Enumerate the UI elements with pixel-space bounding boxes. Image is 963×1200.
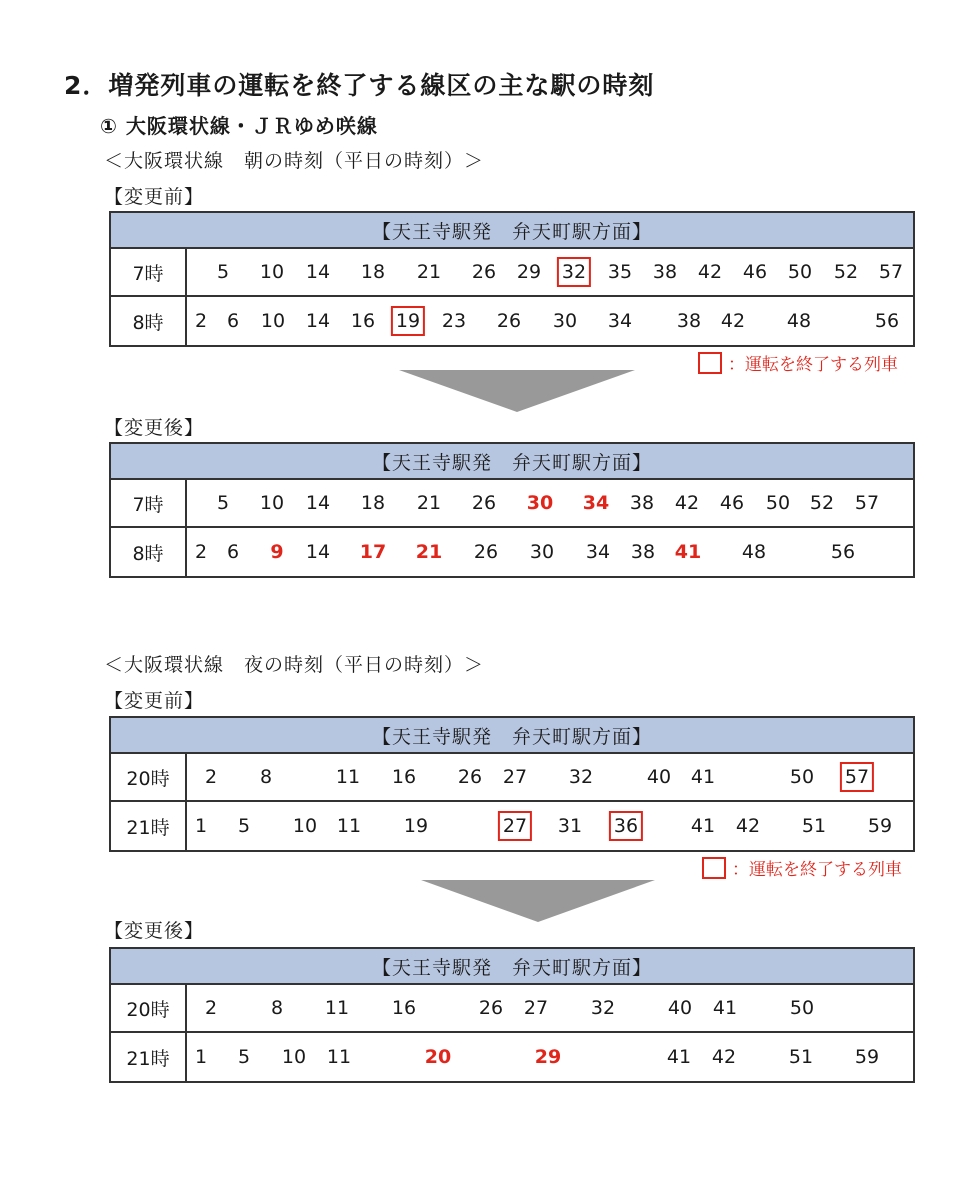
table-row — [111, 1033, 913, 1081]
hour-cell: 8時 — [111, 528, 187, 576]
legend-night — [702, 855, 902, 880]
minute: 10 — [281, 1046, 307, 1068]
minute: 18 — [360, 492, 386, 514]
minute: 5 — [216, 261, 230, 283]
minute: 40 — [646, 766, 672, 788]
minute: 11 — [324, 997, 350, 1019]
minute: 38 — [676, 310, 702, 332]
minute: 46 — [742, 261, 768, 283]
timetable-night-before — [109, 716, 915, 852]
before-label-morning: 【変更前】 — [104, 186, 205, 208]
minute-changed: 30 — [526, 492, 554, 514]
minute: 14 — [305, 261, 331, 283]
hour-cell: 21時 — [111, 802, 187, 850]
minute: 6 — [226, 310, 240, 332]
minute: 2 — [204, 997, 218, 1019]
minute: 50 — [789, 766, 815, 788]
minute: 52 — [809, 492, 835, 514]
minute: 16 — [391, 997, 417, 1019]
before-label-night: 【変更前】 — [104, 690, 205, 712]
hour-cell: 20時 — [111, 985, 187, 1031]
legend-text: ：運転を終了する列車 — [728, 355, 898, 375]
minute: 11 — [335, 766, 361, 788]
minute: 41 — [712, 997, 738, 1019]
minute: 2 — [194, 541, 208, 563]
minute: 50 — [787, 261, 813, 283]
hour-cell: 7時 — [111, 249, 187, 295]
timetable-morning-before — [109, 211, 915, 347]
minute: 5 — [237, 815, 251, 837]
minute-ending-train: 32 — [557, 257, 591, 287]
table-header: 【天王寺駅発 弁天町駅方面】 — [111, 718, 913, 754]
minute: 16 — [391, 766, 417, 788]
table-row — [111, 480, 913, 528]
table-header: 【天王寺駅発 弁天町駅方面】 — [111, 444, 913, 480]
minute: 21 — [416, 492, 442, 514]
minute: 1 — [194, 815, 208, 837]
minute: 41 — [666, 1046, 692, 1068]
legend-text: ：運転を終了する列車 — [732, 860, 902, 880]
minute: 21 — [416, 261, 442, 283]
minute: 10 — [260, 310, 286, 332]
minute: 34 — [607, 310, 633, 332]
minute: 10 — [292, 815, 318, 837]
minute-ending-train: 36 — [609, 811, 643, 841]
minute: 42 — [697, 261, 723, 283]
minute: 51 — [788, 1046, 814, 1068]
minute: 26 — [471, 492, 497, 514]
minute: 32 — [590, 997, 616, 1019]
minute: 48 — [741, 541, 767, 563]
minute-changed: 41 — [674, 541, 702, 563]
minute: 5 — [237, 1046, 251, 1068]
minute-ending-train: 27 — [498, 811, 532, 841]
minute: 11 — [326, 1046, 352, 1068]
morning-label: ＜大阪環状線 朝の時刻（平日の時刻）＞ — [104, 150, 485, 172]
minute: 52 — [833, 261, 859, 283]
table-row — [111, 985, 913, 1033]
table-row — [111, 802, 913, 850]
minute: 46 — [719, 492, 745, 514]
minute: 30 — [552, 310, 578, 332]
minute: 32 — [568, 766, 594, 788]
minute: 41 — [690, 766, 716, 788]
minute: 56 — [830, 541, 856, 563]
minute: 31 — [557, 815, 583, 837]
table-row — [111, 297, 913, 345]
minute-changed: 34 — [582, 492, 610, 514]
minute: 8 — [270, 997, 284, 1019]
after-label-morning: 【変更後】 — [104, 417, 205, 439]
minute: 42 — [735, 815, 761, 837]
minute-changed: 29 — [534, 1046, 562, 1068]
minute: 48 — [786, 310, 812, 332]
minute: 2 — [194, 310, 208, 332]
minute: 16 — [350, 310, 376, 332]
minute-changed: 20 — [424, 1046, 452, 1068]
minute: 56 — [874, 310, 900, 332]
timetable-night-after — [109, 947, 915, 1083]
minute: 11 — [336, 815, 362, 837]
minute: 26 — [473, 541, 499, 563]
minute: 51 — [801, 815, 827, 837]
minute: 5 — [216, 492, 230, 514]
minute: 23 — [441, 310, 467, 332]
down-arrow-icon — [399, 370, 635, 412]
minute: 30 — [529, 541, 555, 563]
after-label-night: 【変更後】 — [104, 920, 205, 942]
minute: 41 — [690, 815, 716, 837]
minute: 42 — [720, 310, 746, 332]
minute: 35 — [607, 261, 633, 283]
section-heading: 2．増発列車の運転を終了する線区の主な駅の時刻 — [64, 71, 655, 100]
night-label: ＜大阪環状線 夜の時刻（平日の時刻）＞ — [104, 654, 485, 676]
hour-cell: 7時 — [111, 480, 187, 526]
minute-changed: 9 — [270, 541, 284, 563]
minute: 26 — [478, 997, 504, 1019]
minute: 14 — [305, 492, 331, 514]
minute: 34 — [585, 541, 611, 563]
table-header: 【天王寺駅発 弁天町駅方面】 — [111, 949, 913, 985]
minute: 57 — [854, 492, 880, 514]
hour-cell: 21時 — [111, 1033, 187, 1081]
minute: 59 — [854, 1046, 880, 1068]
minute: 26 — [471, 261, 497, 283]
minute: 38 — [630, 541, 656, 563]
subsection-heading: ① 大阪環状線・ＪＲゆめ咲線 — [100, 114, 378, 138]
hour-cell: 20時 — [111, 754, 187, 800]
minute: 50 — [789, 997, 815, 1019]
minute: 1 — [194, 1046, 208, 1068]
minute: 14 — [305, 541, 331, 563]
minute: 10 — [259, 492, 285, 514]
minute-ending-train: 19 — [391, 306, 425, 336]
minute: 57 — [878, 261, 904, 283]
minute: 18 — [360, 261, 386, 283]
table-row — [111, 249, 913, 297]
legend-box-icon — [702, 857, 726, 879]
minute: 26 — [457, 766, 483, 788]
table-row — [111, 754, 913, 802]
minute: 14 — [305, 310, 331, 332]
minute: 50 — [765, 492, 791, 514]
minute: 19 — [403, 815, 429, 837]
legend-morning — [698, 350, 898, 375]
minute: 59 — [867, 815, 893, 837]
minute: 2 — [204, 766, 218, 788]
minute: 38 — [652, 261, 678, 283]
table-row — [111, 528, 913, 576]
minute: 27 — [502, 766, 528, 788]
minute: 38 — [629, 492, 655, 514]
legend-box-icon — [698, 352, 722, 374]
minute: 6 — [226, 541, 240, 563]
minute: 27 — [523, 997, 549, 1019]
minute: 10 — [259, 261, 285, 283]
minute: 42 — [711, 1046, 737, 1068]
minute: 29 — [516, 261, 542, 283]
minute: 8 — [259, 766, 273, 788]
minute: 42 — [674, 492, 700, 514]
timetable-morning-after — [109, 442, 915, 578]
down-arrow-icon — [421, 880, 655, 922]
minute: 40 — [667, 997, 693, 1019]
minute-changed: 21 — [415, 541, 443, 563]
hour-cell: 8時 — [111, 297, 187, 345]
minute-changed: 17 — [359, 541, 387, 563]
minute: 26 — [496, 310, 522, 332]
table-header: 【天王寺駅発 弁天町駅方面】 — [111, 213, 913, 249]
minute-ending-train: 57 — [840, 762, 874, 792]
